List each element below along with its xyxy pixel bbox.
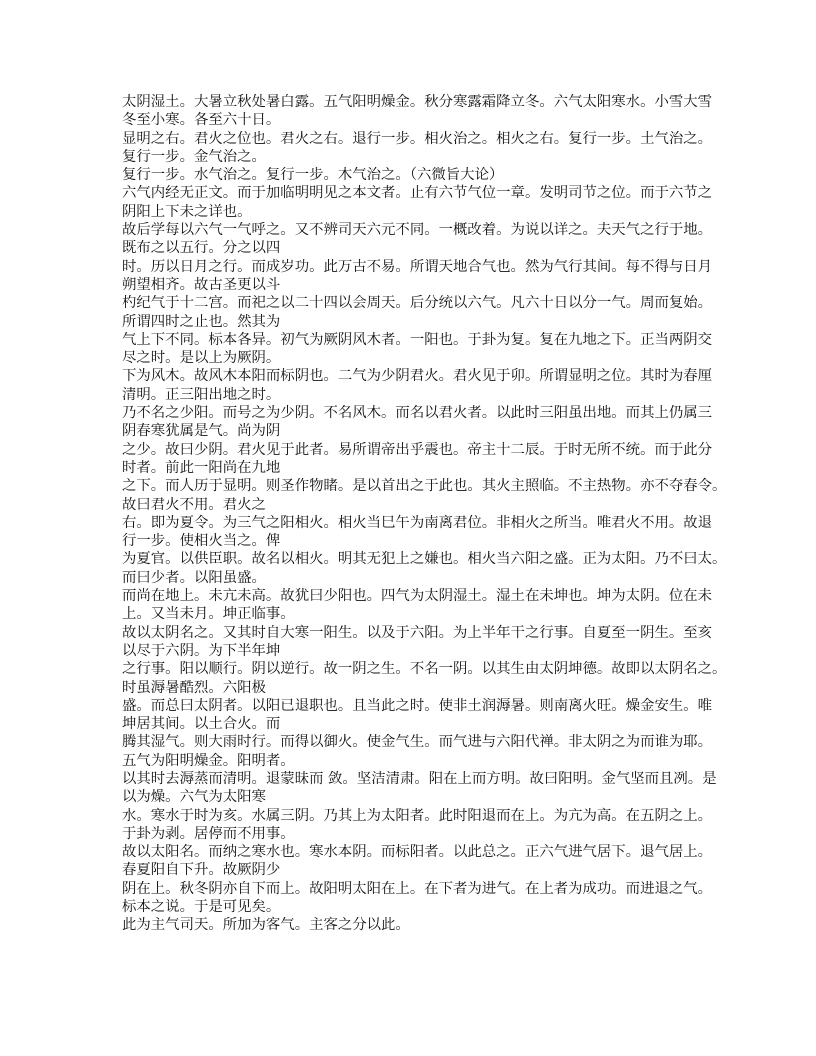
text-line: 时者。前此一阳尚在九地 [122, 459, 281, 476]
text-line: 朔望相齐。故古圣更以斗 [122, 276, 281, 293]
text-line: 以为燥。六气为太阳寒 [122, 789, 266, 806]
text-line: 而曰少者。以阳虽盛。 [122, 569, 266, 586]
text-line: 之下。而人历于显明。则圣作物睹。是以首出之于此也。其火主照临。不主热物。亦不夺春令。 [122, 478, 727, 495]
text-line: 杓纪气于十二宫。而祀之以二十四以会周天。后分统以六气。凡六十日以分一气。周而复始。 [122, 295, 713, 312]
text-line: 所谓四时之止也。然其为 [122, 313, 281, 330]
text-line: 于卦为剥。居停而不用事。 [122, 825, 295, 842]
text-line: 故曰君火不用。君火之 [122, 496, 266, 513]
text-line: 清明。正三阳出地之时。 [122, 386, 281, 403]
text-line: 既布之以五行。分之以四 [122, 240, 281, 257]
text-line: 五气为阳明燥金。阳明者。 [122, 752, 295, 769]
text-line: 阴阳上下未之详也。 [122, 203, 252, 220]
text-line: 水。寒水于时为亥。水属三阴。乃其上为太阳者。此时阳退而在上。为亢为高。在五阴之上。 [122, 807, 713, 824]
text-line: 乃不名之少阳。而号之为少阴。不名风木。而名以君火者。以此时三阳虽出地。而其上仍属三 [122, 405, 713, 422]
text-line: 行一步。使相火当之。俾 [122, 533, 281, 550]
document-body [122, 93, 727, 935]
text-line: 标本之说。于是可见矣。 [122, 899, 281, 916]
text-line: 以其时去溽蒸而清明。退蒙昧而 敛。坚洁清肃。阳在上而方明。故曰阳明。金气坚而且冽。是 [122, 770, 717, 787]
text-line: 尽之时。是以上为厥阴。 [122, 350, 281, 367]
text-line: 六气内经无正文。而于加临明明见之本文者。止有六节气位一章。发明司节之位。而于六节之 [122, 185, 713, 202]
text-line: 复行一步。水气治之。复行一步。木气治之。（六微旨大论） [122, 167, 504, 184]
text-line: 春夏阳自下升。故厥阴少 [122, 862, 281, 879]
text-line: 此为主气司天。所加为客气。主客之分以此。 [122, 917, 410, 934]
text-line: 阴在上。秋冬阴亦自下而上。故阳明太阳在上。在下者为进气。在上者为成功。而进退之气。 [122, 880, 713, 897]
text-line: 故以太阴名之。又其时自大寒一阳生。以及于六阳。为上半年干之行事。自夏至一阴生。至亥 [122, 624, 713, 641]
text-line: 气上下不同。标本各异。初气为厥阴风木者。一阳也。于卦为复。复在九地之下。正当两阴交 [122, 331, 713, 348]
text-line: 而尚在地上。未亢未高。故犹曰少阳也。四气为太阴湿土。湿土在未坤也。坤为太阴。位在未 [122, 588, 713, 605]
text-line: 复行一步。金气治之。 [122, 148, 266, 165]
text-line: 为夏官。以供臣职。故名以相火。明其无犯上之嫌也。相火当六阳之盛。正为太阳。乃不曰太。 [122, 551, 727, 568]
text-line: 右。即为夏令。为三气之阳相火。相火当巳午为南离君位。非相火之所当。唯君火不用。故退 [122, 514, 713, 531]
text-line: 阴春寒犹属是气。尚为阴 [122, 423, 281, 440]
text-line: 腾其湿气。则大雨时行。而得以御火。使金气生。而气进与六阳代禅。非太阴之为而谁为耶。 [122, 734, 713, 751]
text-line: 盛。而总曰太阴者。以阳已退职也。且当此之时。使非土润溽暑。则南离火旺。燥金安生。唯 [122, 697, 713, 714]
text-line: 太阴湿土。大暑立秋处暑白露。五气阳明燥金。秋分寒露霜降立冬。六气太阳寒水。小雪大雪 [122, 94, 713, 110]
text-line: 故以太阳名。而纳之寒水也。寒水本阴。而标阳者。以此总之。正六气进气居下。退气居上。 [122, 844, 713, 861]
text-line: 故后学每以六气一气呼之。又不辨司天六元不同。一概改着。为说以详之。夫天气之行于地。 [122, 222, 713, 239]
text-line: 之少。故曰少阴。君火见于此者。易所谓帝出乎震也。帝主十二辰。于时无所不统。而于此分 [122, 441, 713, 458]
text-line: 之行事。阳以顺行。阴以逆行。故一阴之生。不名一阴。以其生由太阴坤德。故即以太阴名之。 [122, 661, 727, 678]
text-line: 上。又当未月。坤正临事。 [122, 606, 295, 623]
text-line: 冬至小寒。各至六十日。 [122, 112, 281, 129]
text-line: 下为风木。故风木本阳而标阴也。二气为少阴君火。君火见于卯。所谓显明之位。其时为春厘 [122, 368, 713, 385]
text-line: 时。历以日月之行。而成岁功。此万古不易。所谓天地合气也。然为气行其间。每不得与日月 [122, 258, 713, 275]
text-line: 显明之右。君火之位也。君火之右。退行一步。相火治之。相火之右。复行一步。土气治之。 [122, 130, 713, 147]
text-line: 时虽溽暑酷烈。六阳极 [122, 679, 266, 696]
text-line: 以尽于六阴。为下半年坤 [122, 642, 281, 659]
text-line: 坤居其间。以土合火。而 [122, 716, 281, 733]
